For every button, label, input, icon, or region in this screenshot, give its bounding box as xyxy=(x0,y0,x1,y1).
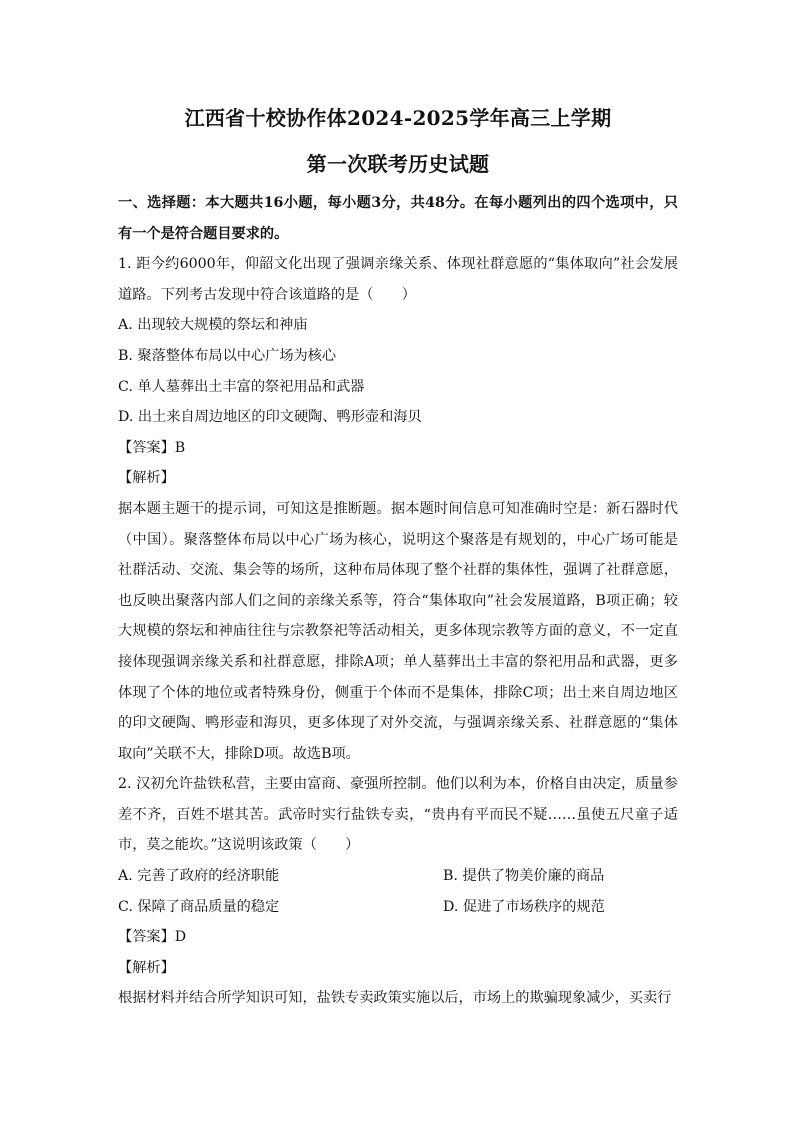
option-d: D. 出土来自周边地区的印文硬陶、鸭形壶和海贝 xyxy=(118,409,422,426)
analysis-label: 【解析】 xyxy=(118,470,175,487)
option-b: B. 聚落整体布局以中心广场为核心 xyxy=(118,347,337,364)
option-c: C. 单人墓葬出土丰富的祭祀用品和武器 xyxy=(118,378,365,395)
analysis-text: 根据材料并结合所学知识可知，盐铁专卖政策实施以后，市场上的欺骗现象减少，买卖行 xyxy=(118,990,672,1007)
exam-title-line2: 第一次联考历史试题 xyxy=(306,152,490,176)
exam-page xyxy=(118,100,678,1014)
option-c: C. 保障了商品质量的稳定 xyxy=(118,898,280,915)
exam-title-line1: 江西省十校协作体2024-2025学年高三上学期 xyxy=(184,106,612,130)
options-row-1 xyxy=(118,861,678,892)
question-2 xyxy=(118,769,678,1014)
section-header: 一、选择题：本大题共16小题，每小题3分，共48分。在每小题列出的四个选项中，只有一个是符合题目要求的。 xyxy=(118,195,678,242)
analysis-label: 【解析】 xyxy=(118,959,175,976)
option-d: D. 促进了市场秩序的规范 xyxy=(443,898,605,915)
option-a: A. 出现较大规模的祭坛和神庙 xyxy=(118,317,308,334)
options-row-2 xyxy=(118,892,678,923)
answer-label: 【答案】B xyxy=(118,439,186,456)
option-a: A. 完善了政府的经济职能 xyxy=(118,868,280,885)
answer-label: 【答案】D xyxy=(118,929,187,946)
option-b: B. 提供了物美价廉的商品 xyxy=(443,868,605,885)
question-stem: 1. 距今约6000年，仰韶文化出现了强调亲缘关系、体现社群意愿的“集体取向”社会发展道路。下列考古发现中符合该道路的是（ ） xyxy=(118,256,678,303)
question-stem: 2. 汉初允许盐铁私营，主要由富商、豪强所控制。他们以利为本，价格自由决定，质量参差不齐，百姓不堪其苦。武帝时实行盐铁专卖，“贵冉有平而民不疑……虽使五尺童子适市，莫之能坎。”这说明该政策（ ） xyxy=(118,776,678,854)
question-1 xyxy=(118,249,678,769)
analysis-text: 据本题主题干的提示词，可知这是推断题。据本题时间信息可知准确时空是：新石器时代（中国）。聚落整体布局以中心广场为核心，说明这个聚落是有规划的，中心广场可能是社群活动、交流、集会等的场所，这种布局体现了整个社群的集体性，强调了社群意愿，也反映出聚落内部人们之间的亲缘关系等，符合“集体取向”社会发展道路，B项正确；较大规模的祭坛和神庙往往与宗教祭祀等活动相关，更多体现宗教等方面的意义，不一定直接体现强调亲缘关系和社群意愿，排除A项；单人墓葬出土丰富的祭祀用品和武器，更多体现了个体的地位或者特殊身份，侧重于个体而不是集体，排除C项；出土来自周边地区的印文硬陶、鸭形壶和海贝，更多体现了对外交流，与强调亲缘关系、社群意愿的“集体取向”关联不大，排除D项。故选B项。 xyxy=(118,500,678,762)
